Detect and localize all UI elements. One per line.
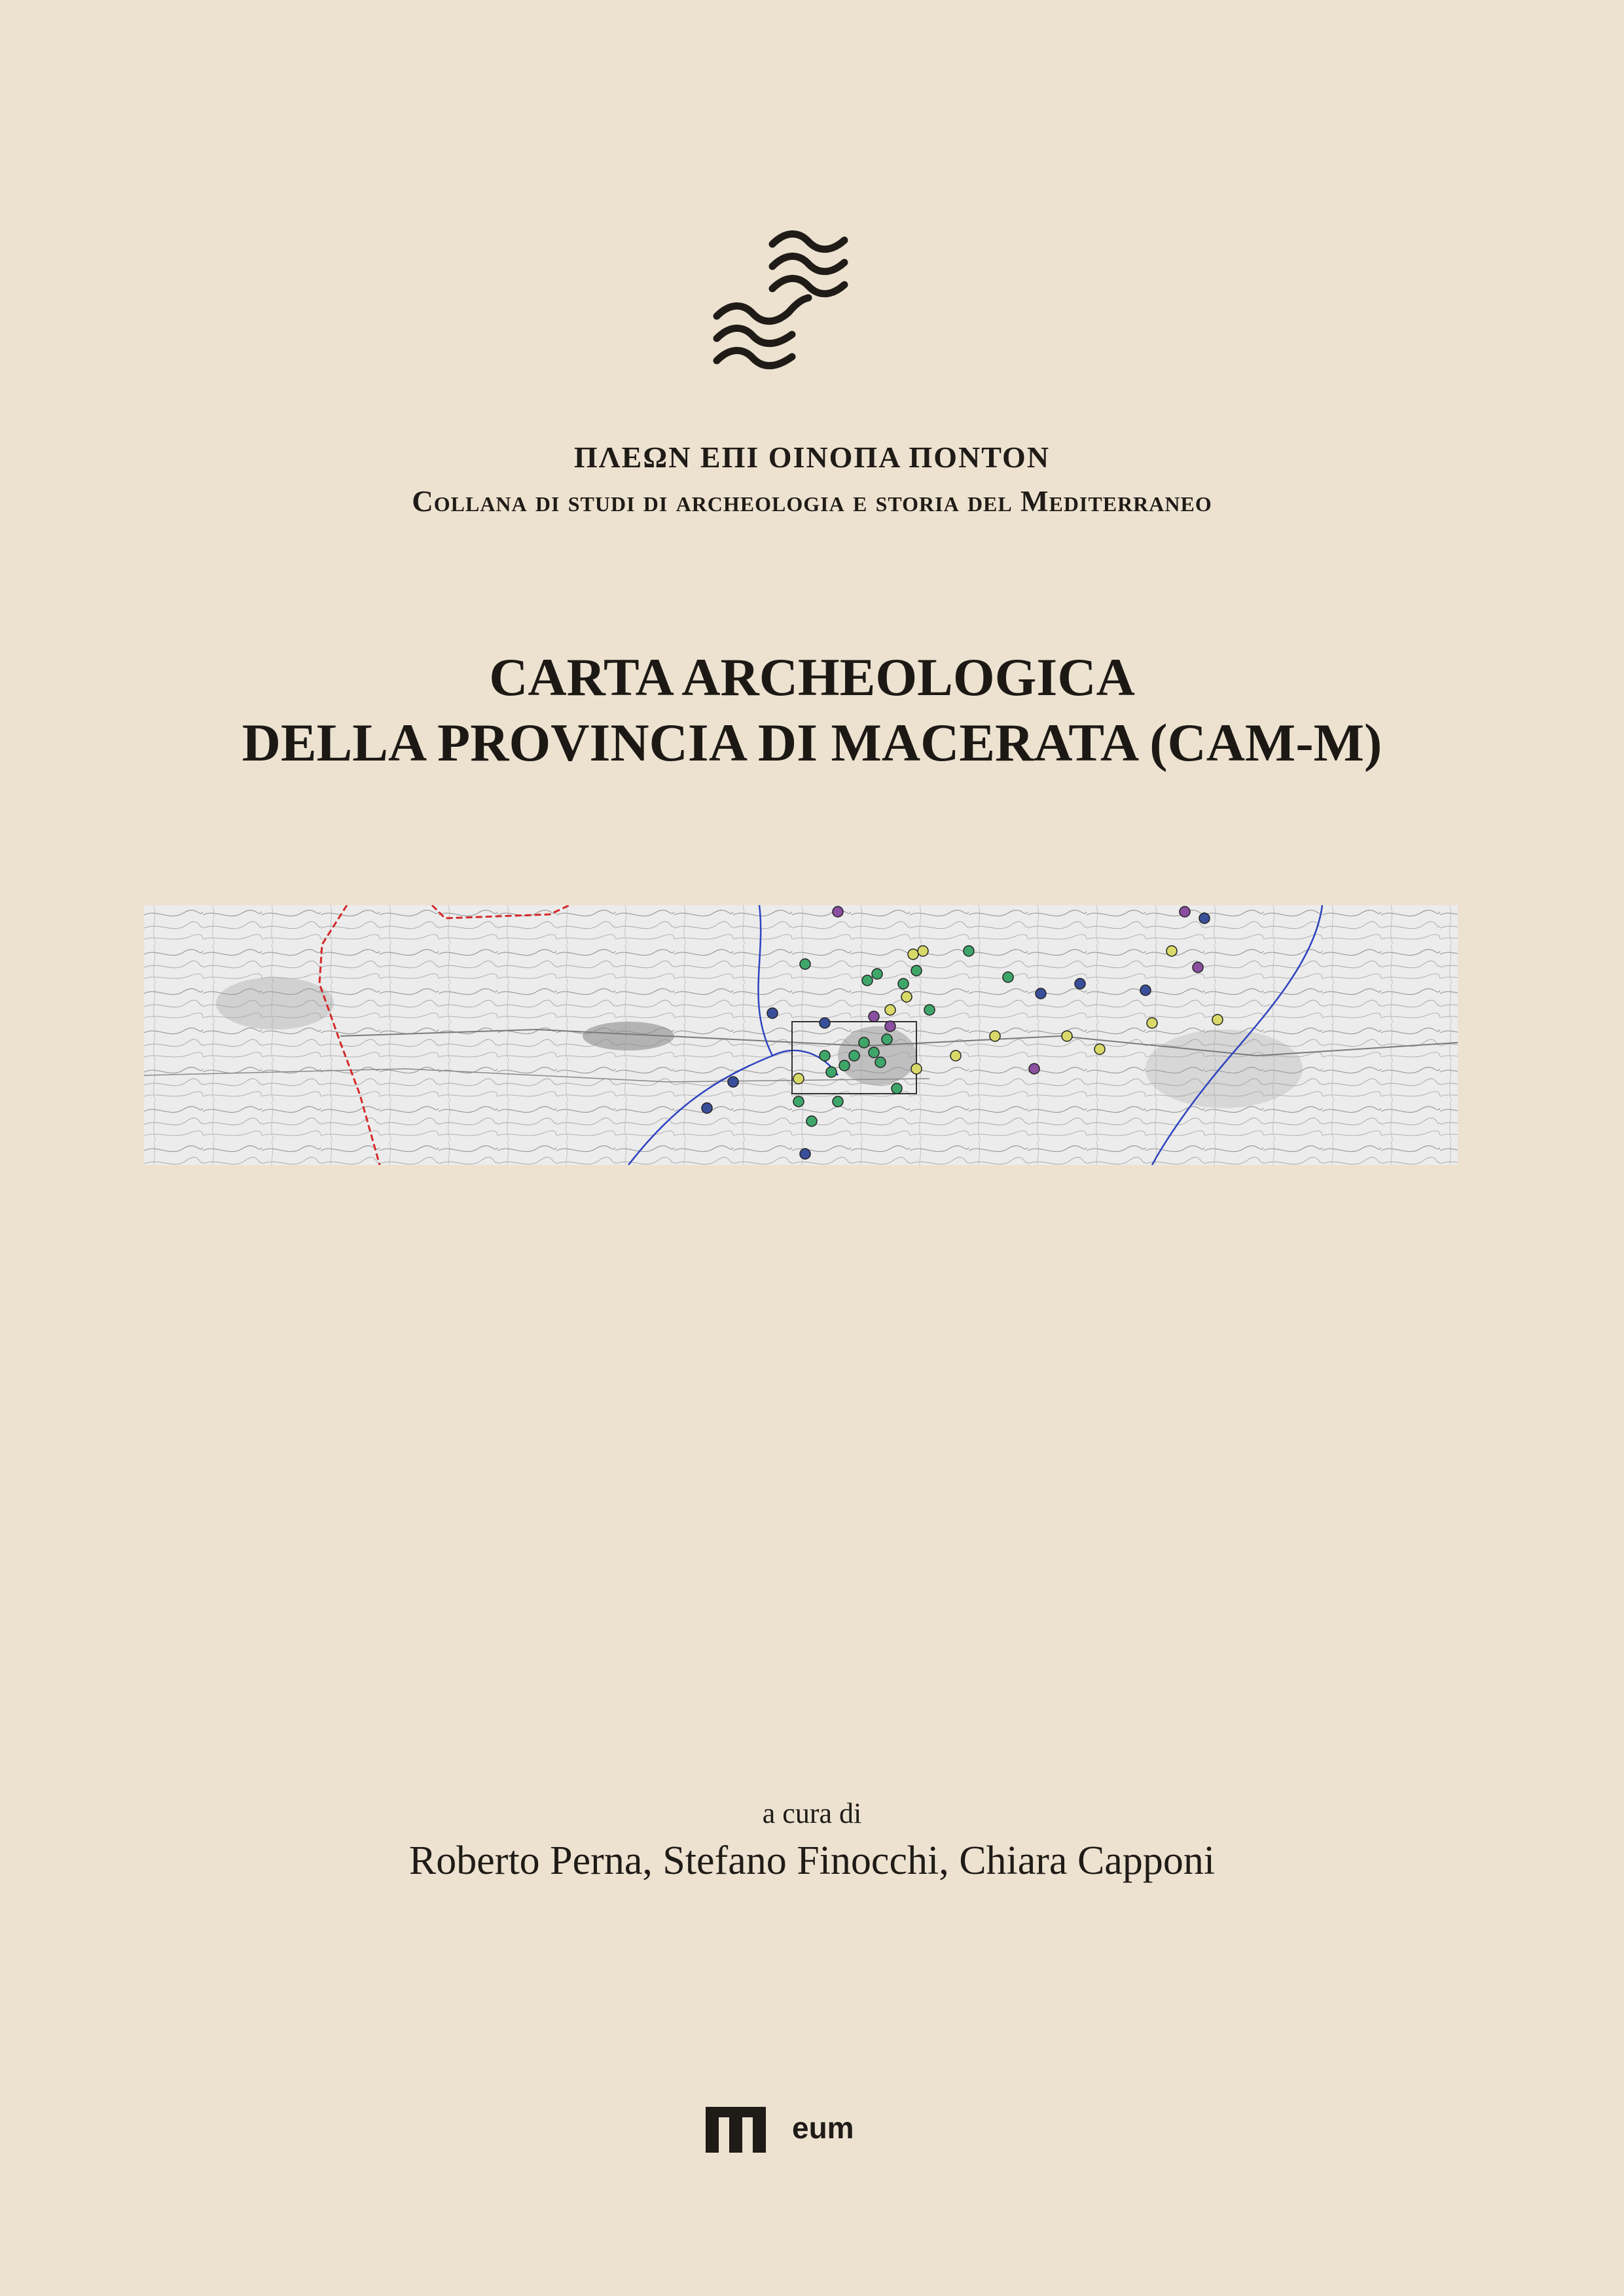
wave-logo-icon [710,226,861,389]
book-title-line-2: DELLA PROVINCIA DI MACERATA (CAM-M) [242,713,1382,772]
eum-publisher-logo [706,2104,863,2157]
series-greek-title: ΠΛΕΩΝ ΕΠΙ ΟΙΝΟΠΑ ΠΟΝΤΟΝ [573,440,1051,474]
publisher-logo-text: eum [792,2111,854,2145]
topographic-map-image [144,905,1458,1165]
series-subtitle: Collana di studi di archeologia e storia del Mediterraneo [412,485,1212,518]
book-title [0,645,1624,776]
book-title-line-1: CARTA ARCHEOLOGICA [489,647,1135,707]
editors-intro: a cura di [762,1797,862,1829]
editors-names: Roberto Perna, Stefano Finocchi, Chiara Capponi [408,1839,1216,1883]
